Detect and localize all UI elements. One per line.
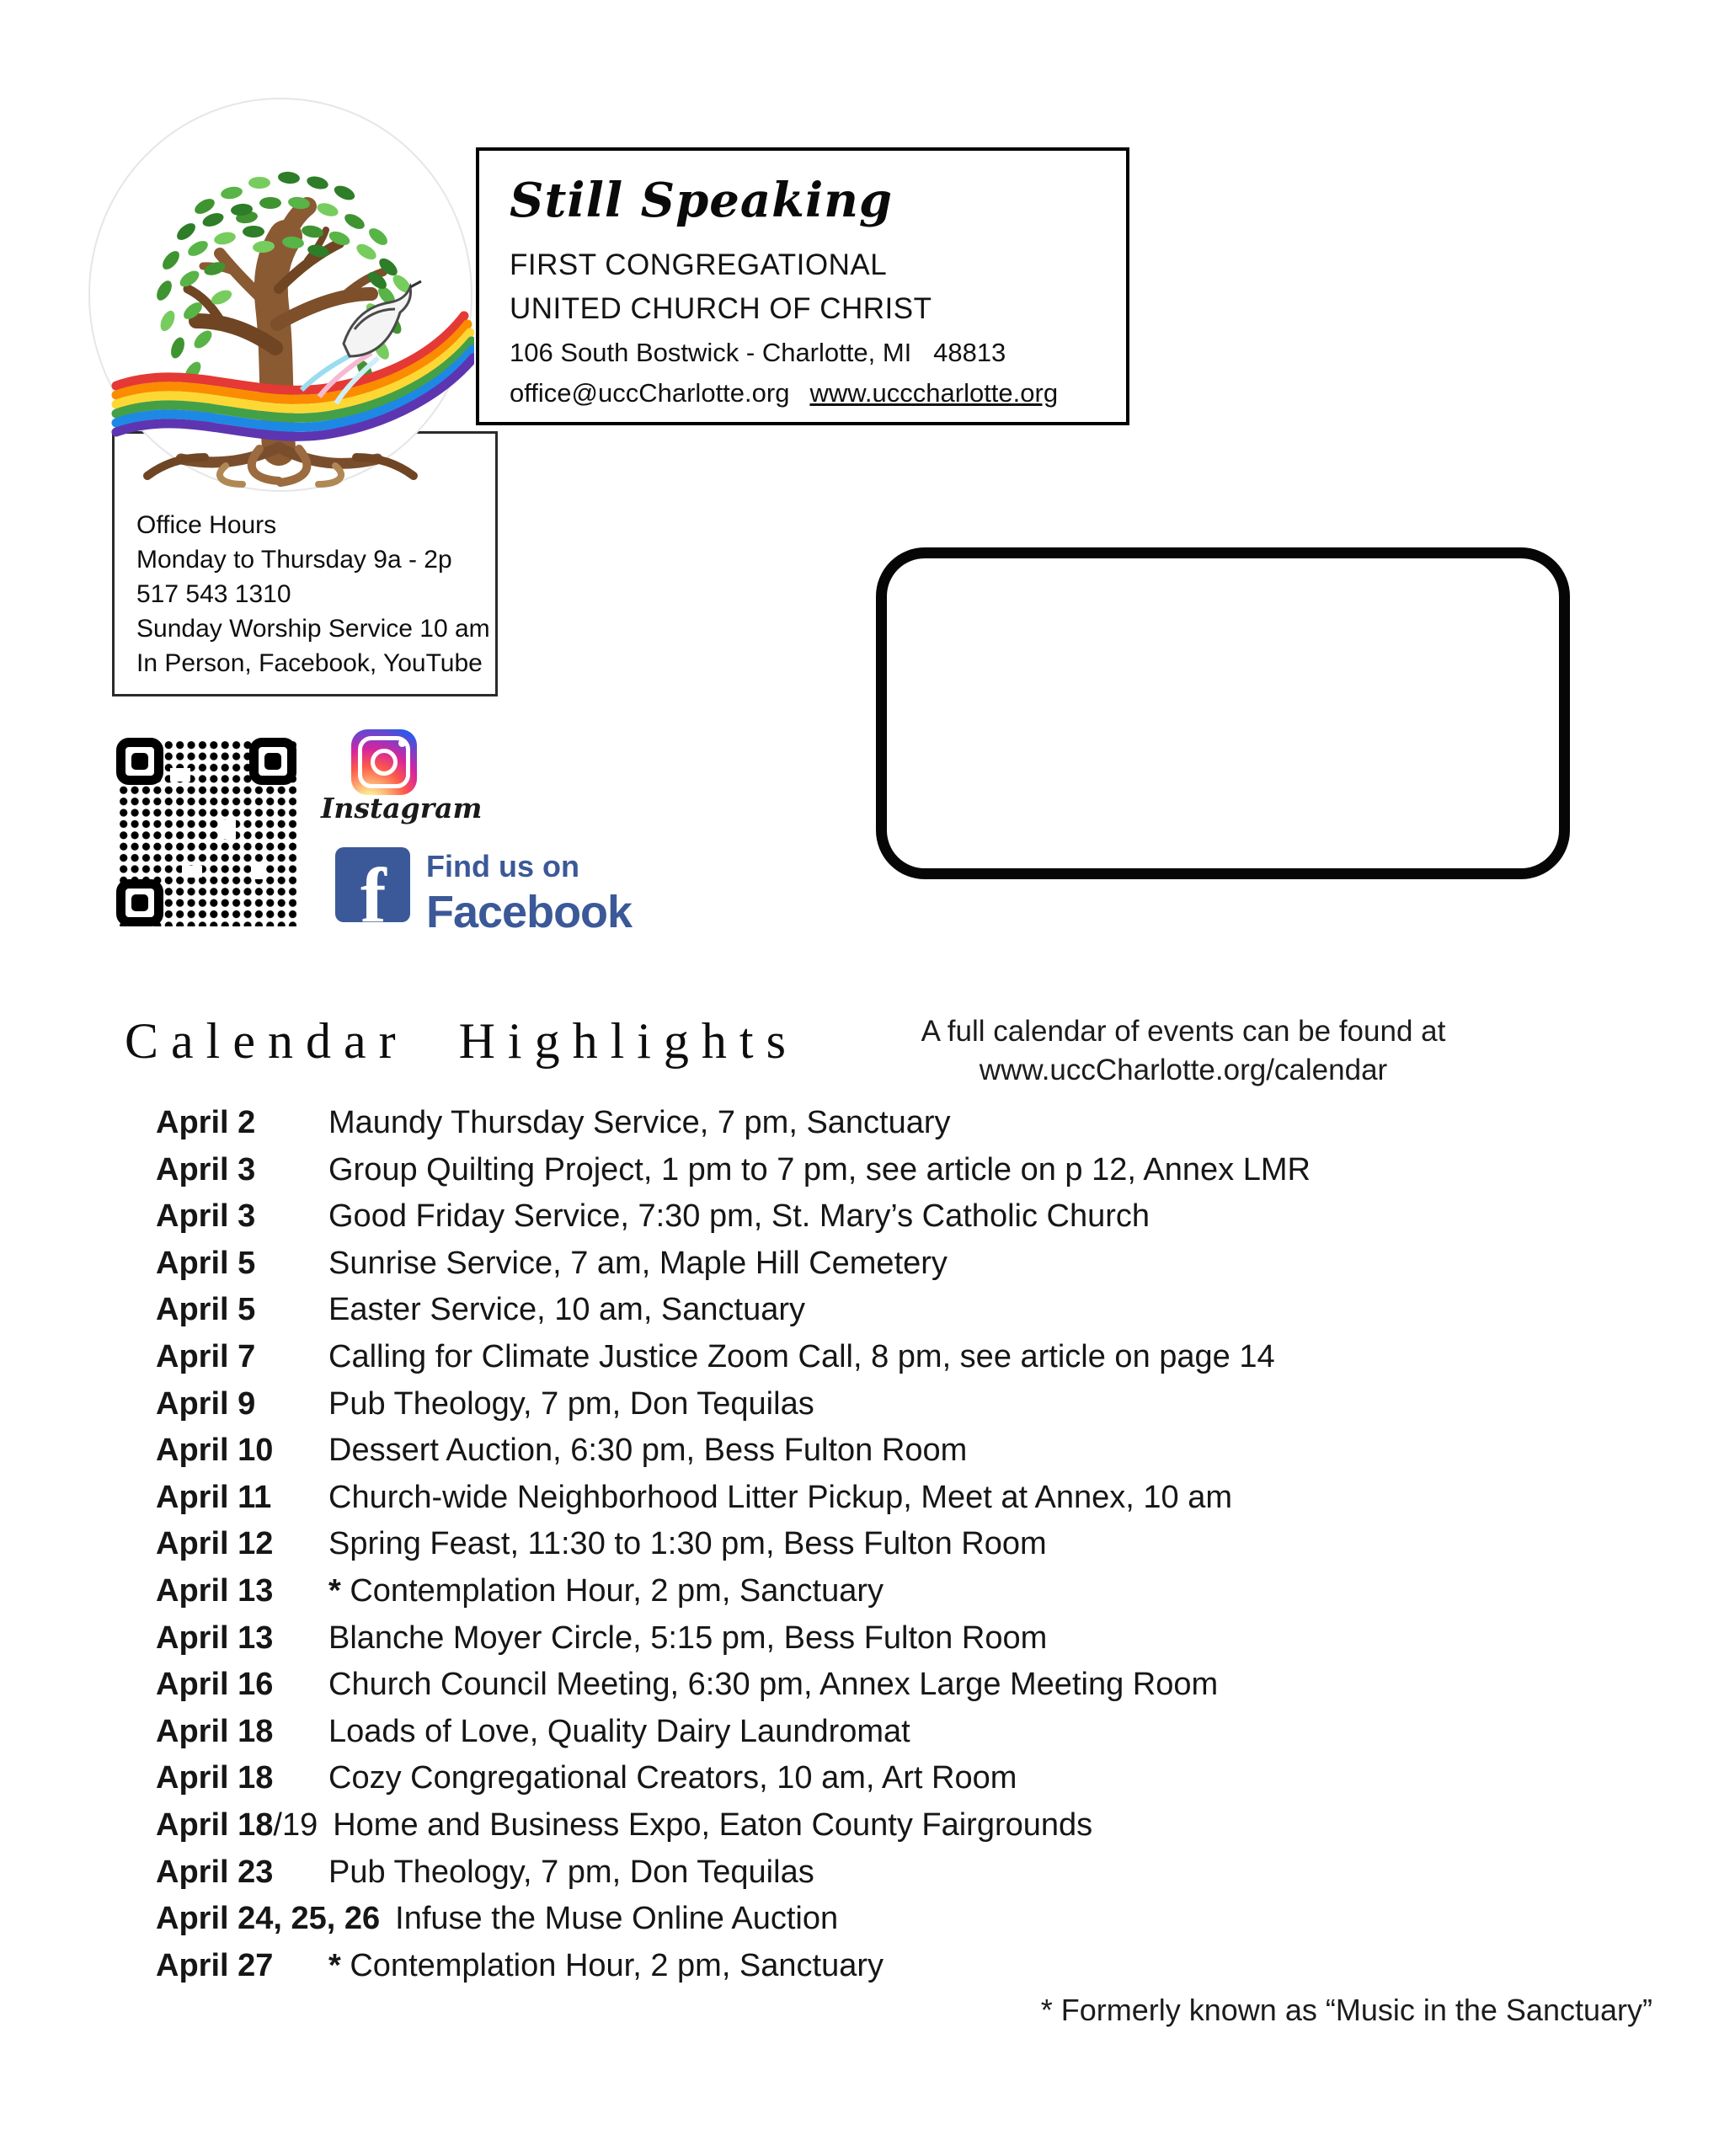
event-date-cell	[156, 1760, 328, 1796]
event-date-cell	[156, 1480, 328, 1516]
calendar-event-row	[156, 1105, 1672, 1152]
calendar-event-row	[156, 1667, 1672, 1714]
church-tree-logo	[87, 95, 474, 494]
tree-of-life-rainbow-dove-logo	[87, 95, 474, 494]
facebook-find-us-link[interactable]	[426, 849, 814, 938]
calendar-event-list	[156, 1105, 1672, 1994]
calendar-event-row	[156, 1760, 1672, 1807]
event-description: Infuse the Muse Online Auction	[395, 1901, 839, 1937]
office-phone: 517 543 1310	[136, 580, 291, 608]
calendar-event-row	[156, 1573, 1672, 1620]
church-email: office@uccCharlotte.org	[510, 378, 790, 408]
event-description: Good Friday Service, 7:30 pm, St. Mary’s Catholic Church	[328, 1198, 1150, 1235]
event-date: April 11	[156, 1479, 272, 1515]
calendar-event-row	[156, 1714, 1672, 1761]
instagram-label: Instagram	[321, 792, 483, 825]
calendar-event-row	[156, 1526, 1672, 1573]
event-date: April 5	[156, 1245, 256, 1281]
event-date: April 3	[156, 1198, 256, 1235]
event-description: Calling for Climate Justice Zoom Call, 8 pm, see article on page 14	[328, 1338, 1275, 1374]
event-date-cell	[156, 1198, 328, 1235]
calendar-event-row	[156, 1620, 1672, 1668]
event-date: April 13	[156, 1572, 274, 1609]
instagram-lens	[371, 749, 398, 776]
event-date: April 7	[156, 1338, 256, 1374]
event-description: Loads of Love, Quality Dairy Laundromat	[328, 1713, 910, 1749]
calendar-event-row	[156, 1901, 1672, 1948]
newsletter-title: Still Speaking	[510, 173, 894, 228]
event-date: April 3	[156, 1151, 256, 1187]
worship-platforms: In Person, Facebook, YouTube	[136, 649, 483, 677]
church-name-line2: UNITED CHURCH OF CHRIST	[510, 292, 932, 325]
event-date-cell	[156, 1573, 328, 1609]
event-date: April 2	[156, 1105, 256, 1140]
calendar-event-row	[156, 1292, 1672, 1339]
event-date-cell	[156, 1620, 328, 1657]
calendar-note-url: www.uccCharlotte.org/calendar	[979, 1054, 1388, 1086]
event-date-cell	[156, 1433, 328, 1469]
facebook-text-line1: Find us on	[426, 849, 579, 883]
event-description: Contemplation Hour, 2 pm, Sanctuary	[350, 1572, 884, 1609]
event-date: April 16	[156, 1667, 274, 1703]
calendar-footnote: * Formerly known as “Music in the Sanctuary”	[1040, 1993, 1652, 2027]
event-date: April 9	[156, 1385, 256, 1422]
qr-finder-top-right	[249, 738, 296, 785]
calendar-event-row	[156, 1948, 1672, 1995]
event-description: Church-wide Neighborhood Litter Pickup, Meet at Annex, 10 am	[328, 1479, 1233, 1515]
event-date: April 13	[156, 1620, 274, 1656]
calendar-event-row	[156, 1339, 1672, 1386]
event-description: Pub Theology, 7 pm, Don Tequilas	[328, 1854, 814, 1890]
event-description: Spring Feast, 11:30 to 1:30 pm, Bess Fulton Room	[328, 1526, 1047, 1562]
event-date-suffix: /19	[273, 1806, 318, 1843]
church-website-link[interactable]: www.ucccharlotte.org	[809, 378, 1059, 408]
event-date-cell	[156, 1292, 328, 1328]
calendar-event-row	[156, 1807, 1672, 1854]
calendar-event-row	[156, 1152, 1672, 1199]
event-description: Sunrise Service, 7 am, Maple Hill Cemetery	[328, 1245, 948, 1281]
facebook-f-glyph: f	[360, 852, 387, 922]
event-date-cell	[156, 1386, 328, 1422]
calendar-note-line1: A full calendar of events can be found at	[921, 1015, 1446, 1048]
qr-gap	[219, 820, 236, 839]
worship-time: Sunday Worship Service 10 am	[136, 615, 490, 643]
event-date-cell	[156, 1854, 328, 1891]
church-name-line1: FIRST CONGREGATIONAL	[510, 248, 888, 281]
qr-code-icon	[116, 738, 296, 926]
event-date-cell	[156, 1807, 333, 1844]
calendar-event-row	[156, 1480, 1672, 1527]
qr-finder-top-left	[116, 738, 163, 785]
event-description: Group Quilting Project, 1 pm to 7 pm, see article on p 12, Annex LMR	[328, 1151, 1311, 1187]
office-hours-schedule: Monday to Thursday 9a - 2p	[136, 546, 452, 574]
event-description: Church Council Meeting, 6:30 pm, Annex Large Meeting Room	[328, 1667, 1219, 1703]
church-address: 106 South Bostwick - Charlotte, MI 48813	[510, 338, 1006, 367]
qr-gap	[182, 866, 202, 878]
event-date: April 12	[156, 1526, 274, 1562]
event-date: April 23	[156, 1854, 274, 1890]
event-description: Home and Business Expo, Eaton County Fairgrounds	[333, 1806, 1093, 1843]
event-description: Maundy Thursday Service, 7 pm, Sanctuary	[328, 1105, 951, 1140]
masthead-box	[476, 147, 1129, 425]
event-date-cell	[156, 1948, 328, 1984]
qr-finder-bottom-left	[116, 879, 163, 926]
calendar-event-row	[156, 1433, 1672, 1480]
event-date-cell	[156, 1526, 328, 1562]
event-description: Pub Theology, 7 pm, Don Tequilas	[328, 1385, 814, 1422]
calendar-event-row	[156, 1854, 1672, 1902]
event-date: April 24, 25, 26	[156, 1901, 381, 1937]
instagram-icon[interactable]	[351, 729, 417, 795]
event-description: Cozy Congregational Creators, 10 am, Art Room	[328, 1760, 1017, 1796]
calendar-note	[821, 1012, 1545, 1090]
event-asterisk: *	[328, 1947, 350, 1983]
event-description: Contemplation Hour, 2 pm, Sanctuary	[350, 1947, 884, 1983]
calendar-heading: Calendar Highlights	[125, 1013, 798, 1069]
event-date: April 18	[156, 1760, 274, 1796]
qr-gap	[170, 768, 190, 782]
qr-gap	[251, 864, 264, 879]
empty-announcement-box	[876, 547, 1570, 879]
event-date: April 27	[156, 1947, 274, 1983]
calendar-event-row	[156, 1386, 1672, 1433]
event-date: April 18	[156, 1806, 274, 1843]
event-description: Easter Service, 10 am, Sanctuary	[328, 1292, 806, 1328]
event-date: April 5	[156, 1292, 256, 1328]
facebook-text-line2: Facebook	[426, 887, 633, 937]
event-date-cell	[156, 1714, 328, 1750]
instagram-dot	[398, 739, 406, 747]
event-date-cell	[156, 1152, 328, 1188]
event-date-cell	[156, 1901, 395, 1937]
calendar-event-row	[156, 1198, 1672, 1246]
event-date-cell	[156, 1105, 328, 1141]
facebook-icon[interactable]	[335, 847, 410, 922]
contact-line	[510, 378, 1118, 408]
event-description: Dessert Auction, 6:30 pm, Bess Fulton Room	[328, 1433, 968, 1469]
event-date-cell	[156, 1667, 328, 1703]
event-asterisk: *	[328, 1572, 350, 1609]
event-date-cell	[156, 1246, 328, 1282]
event-date-cell	[156, 1339, 328, 1375]
event-date: April 10	[156, 1433, 274, 1469]
event-date: April 18	[156, 1713, 274, 1749]
event-description: Blanche Moyer Circle, 5:15 pm, Bess Fulton Room	[328, 1620, 1048, 1656]
office-hours-title: Office Hours	[136, 511, 277, 539]
calendar-event-row	[156, 1246, 1672, 1293]
